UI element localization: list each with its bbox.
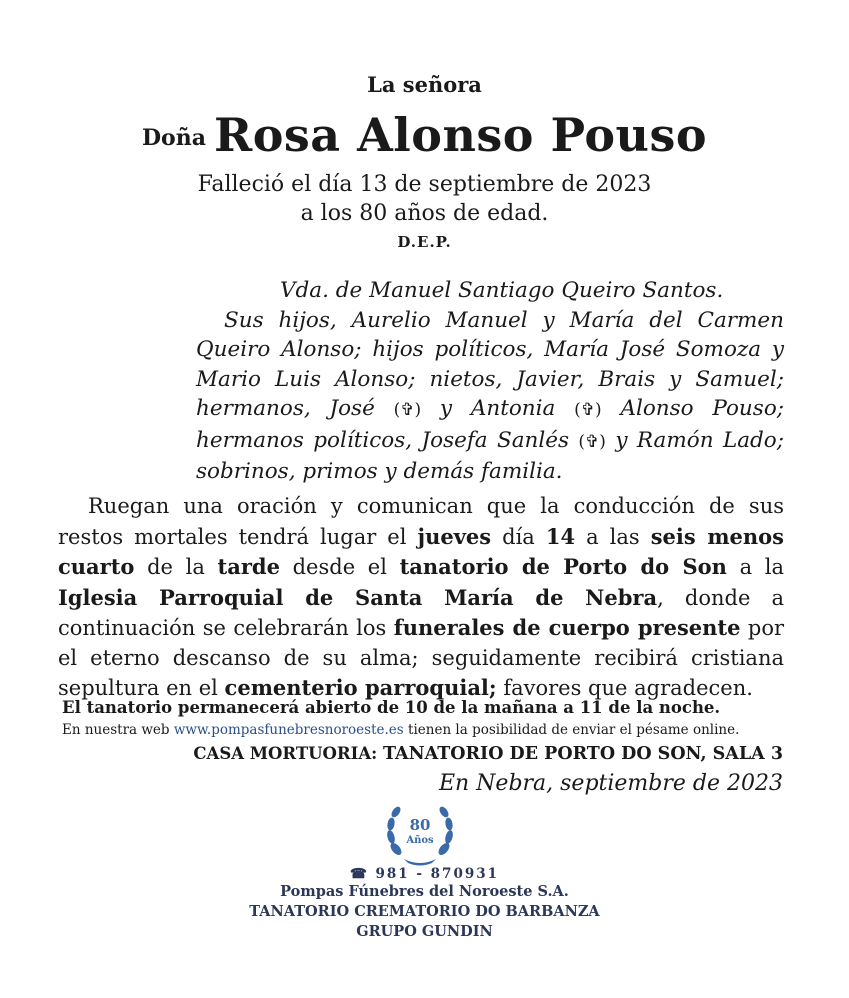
funeral-home <box>193 744 783 764</box>
ceremony-day: jueves <box>417 523 492 549</box>
ceremony-cemetery: cementerio parroquial; <box>224 675 497 700</box>
web-note <box>62 722 792 738</box>
ceremony-funeral: funerales de cuerpo presente <box>393 615 741 640</box>
phone-number[interactable]: 981 - 870931 <box>375 866 500 882</box>
death-date: Falleció el día 13 de septiembre de 2023 <box>197 172 652 197</box>
logo-text: Años <box>406 835 434 846</box>
family-members <box>196 306 784 487</box>
honorific: Doña <box>141 125 206 151</box>
web-note-suffix: tienen la posibilidad de enviar el pésame online. <box>403 722 740 738</box>
family-text-3: Alonso Pouso; hermanos políticos, Josefa Sanlés <box>196 396 785 453</box>
ceremony-period: tarde <box>217 554 280 579</box>
ceremony-text: a la <box>726 555 784 579</box>
funeral-home-value: TANATORIO DE PORTO DO SON, SALA 3 <box>382 744 783 764</box>
phone-line <box>0 866 849 882</box>
ceremony-text: favores que agradecen. <box>496 676 753 700</box>
deceased-name-line <box>0 108 849 162</box>
funeral-home-label: CASA MORTUORIA: <box>193 744 383 763</box>
ceremony-time: seis menos cuarto <box>58 523 785 579</box>
ceremony-paragraph <box>58 492 784 704</box>
ceremony-origin: tanatorio de Porto do Son <box>399 554 727 579</box>
dep-abbreviation: D.E.P. <box>397 233 452 251</box>
deceased-name: Rosa Alonso Pouso <box>213 108 708 162</box>
company-name: Pompas Fúnebres del Noroeste S.A. <box>280 883 569 900</box>
laurel-wreath-icon <box>382 797 458 867</box>
place-and-date: En Nebra, septiembre de 2023 <box>438 771 783 796</box>
logo-number: 80 <box>409 816 431 834</box>
family-list <box>196 276 784 487</box>
ceremony-text: día <box>491 524 546 549</box>
family-text-1: Sus hijos, Aurelio Manuel y María del Carmen Queiro Alonso; hijos políticos, María José Somoza y Mario Luis Alonso; nietos, Javier, Brais y Samuel; hermanos, José <box>196 307 784 421</box>
cross-icon: (✞) <box>578 431 606 452</box>
ceremony-date: 14 <box>545 523 576 549</box>
family-text-4: y Ramón Lado; sobrinos, primos y demás familia. <box>196 427 784 484</box>
web-note-prefix: En nuestra web <box>62 722 174 738</box>
ceremony-text: por el eterno descanso de su alma; seguidamente recibirá cristiana sepultura en el <box>58 616 785 700</box>
age-at-death: a los 80 años de edad. <box>300 201 549 226</box>
ceremony-text: , donde a continuación se celebrarán los <box>58 585 784 640</box>
family-text-2: y Antonia <box>421 396 575 421</box>
cross-icon: (✞) <box>393 400 422 420</box>
ceremony-church: Iglesia Parroquial de Santa María de Nebra <box>58 584 658 610</box>
ceremony-text: Ruegan una oración y comunican que la conducción de sus restos mortales tendrá lugar el <box>58 494 784 549</box>
ceremony-text: a las <box>575 524 651 549</box>
tanatorio-name: TANATORIO CREMATORIO DO BARBANZA <box>249 903 600 920</box>
intro-text: La señora <box>367 72 482 97</box>
ceremony-text: desde el <box>279 555 400 579</box>
ceremony-text: de la <box>134 555 218 579</box>
cross-icon: (✞) <box>574 400 602 420</box>
opening-hours: El tanatorio permanecerá abierto de 10 de la mañana a 11 de la noche. <box>62 698 721 717</box>
group-name: GRUPO GUNDIN <box>356 923 493 940</box>
phone-icon: ☎ <box>349 866 369 882</box>
website-link[interactable]: www.pompasfunebresnoroeste.es <box>173 722 404 738</box>
widow-line: Vda. de Manuel Santiago Queiro Santos. <box>280 278 724 303</box>
